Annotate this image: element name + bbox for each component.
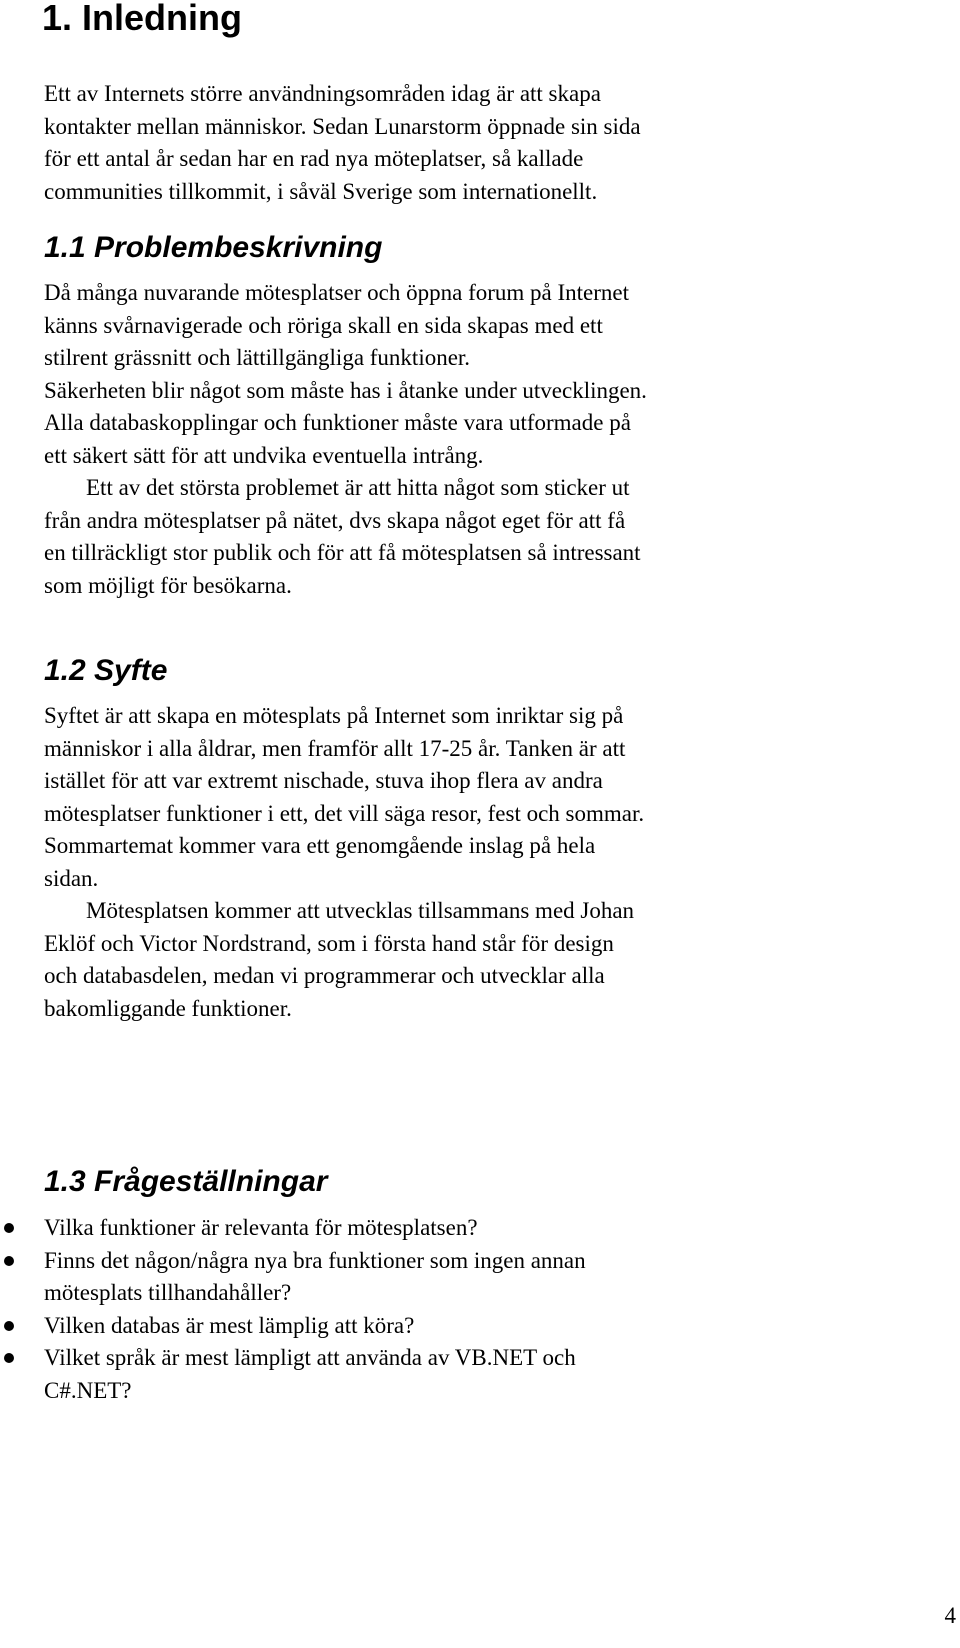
page-number: 4 — [944, 1603, 956, 1628]
intro-line: Ett av Internets större användningsområden idag är att skapa — [44, 81, 601, 106]
problem-line: Då många nuvarande mötesplatser och öppna forum på Internet — [44, 280, 630, 305]
bullet-icon — [4, 1256, 14, 1266]
section-heading-problem: 1.1 Problembeskrivning — [44, 231, 383, 264]
list-item-text: Vilken databas är mest lämplig att köra? — [44, 1312, 415, 1338]
intro-paragraph — [44, 78, 904, 208]
bullet-icon — [4, 1223, 14, 1233]
purpose-line: Mötesplatsen kommer att utvecklas tillsammans med Johan — [86, 898, 635, 923]
list-item-text: Vilka funktioner är relevanta för mötesplatsen? — [44, 1215, 478, 1240]
list-item-text: Finns det någon/några nya bra funktioner som ingen annan — [44, 1247, 586, 1273]
problem-line: en tillräckligt stor publik och för att få mötesplatsen så intressant — [44, 540, 641, 565]
problem-line: stilrent grässnitt och lättillgängliga funktioner. — [44, 345, 471, 370]
problem-line: som möjligt för besökarna. — [44, 572, 292, 598]
list-item — [0, 1212, 900, 1245]
purpose-paragraph — [44, 700, 904, 1025]
section-heading-questions: 1.3 Frågeställningar — [44, 1165, 328, 1198]
problem-line: ett säkert sätt för att undvika eventuella intrång. — [44, 442, 484, 468]
problem-line: från andra mötesplatser på nätet, dvs skapa något eget för att få — [44, 507, 626, 533]
list-item-text: C#.NET? — [44, 1377, 132, 1403]
questions-list — [0, 1212, 900, 1407]
purpose-line: och databasdelen, medan vi programmerar och utvecklar alla — [44, 963, 605, 988]
list-item-text: Vilket språk är mest lämpligt att använda av VB.NET och — [44, 1345, 576, 1370]
bullet-icon — [4, 1353, 14, 1363]
intro-line: för ett antal år sedan har en rad nya möteplatser, så kallade — [44, 146, 584, 171]
purpose-line: bakomliggande funktioner. — [44, 995, 292, 1021]
bullet-icon — [4, 1321, 14, 1331]
purpose-line: sidan. — [44, 865, 99, 891]
list-item-text: mötesplats tillhandahåller? — [44, 1280, 292, 1305]
purpose-line: Eklöf och Victor Nordstrand, som i första hand står för design — [44, 930, 614, 956]
problem-line: Alla databaskopplingar och funktioner måste vara utformade på — [44, 410, 631, 435]
intro-line: communities tillkommit, i såväl Sverige som internationellt. — [44, 178, 598, 204]
list-item — [0, 1342, 900, 1407]
list-item — [0, 1310, 900, 1343]
problem-line: Säkerheten blir något som måste has i åtanke under utvecklingen. — [44, 377, 647, 403]
problem-line: Ett av det största problemet är att hitta något som sticker ut — [86, 475, 630, 500]
section-heading-purpose: 1.2 Syfte — [44, 654, 168, 687]
purpose-line: istället för att var extremt nischade, stuva ihop flera av andra — [44, 768, 603, 793]
purpose-line: människor i alla åldrar, men framför allt 17-25 år. Tanken är att — [44, 735, 626, 761]
purpose-line: Syftet är att skapa en mötesplats på Internet som inriktar sig på — [44, 703, 624, 728]
purpose-line: Sommartemat kommer vara ett genomgående inslag på hela — [44, 833, 596, 858]
intro-line: kontakter mellan människor. Sedan Lunarstorm öppnade sin sida — [44, 113, 641, 139]
problem-paragraph — [44, 277, 904, 602]
chapter-heading: 1. Inledning — [42, 0, 243, 38]
problem-line: känns svårnavigerade och röriga skall en sida skapas med ett — [44, 312, 603, 338]
list-item — [0, 1245, 900, 1310]
purpose-line: mötesplatser funktioner i ett, det vill säga resor, fest och sommar. — [44, 800, 645, 826]
